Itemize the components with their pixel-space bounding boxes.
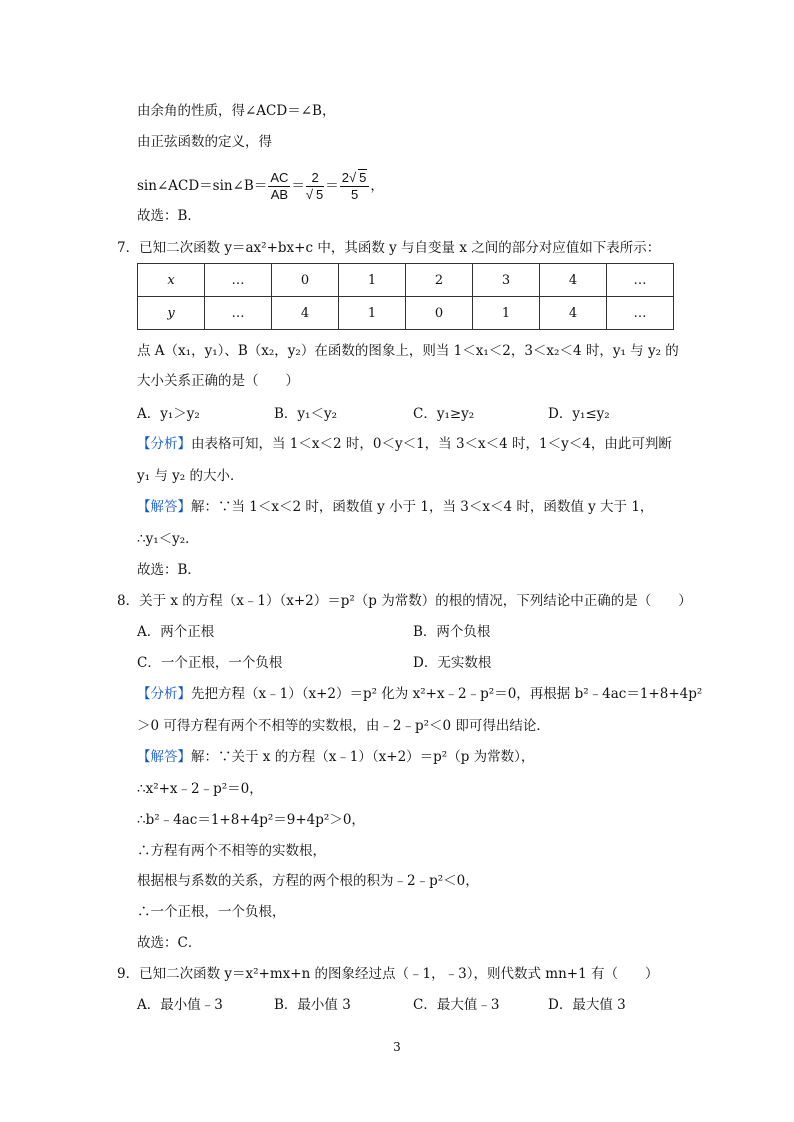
q7-option-c[interactable]: C．y₁≥y₂ (413, 406, 475, 422)
analysis-tag: 【分析】 (137, 686, 191, 702)
page-number: 3 (393, 1040, 401, 1054)
table-cell: x (138, 264, 205, 297)
q8-solution-3: ∴b²﹣4ac＝1+8+4p²＝9+4p²＞0， (137, 812, 365, 828)
q6-sine-lhs: sin∠ACD＝sin∠B＝ (137, 178, 268, 194)
q9-option-b[interactable]: B．最小值 3 (274, 997, 351, 1013)
table-cell: … (205, 297, 272, 330)
q9-stem: 9．已知二次函数 y＝x²+mx+n 的图象经过点（﹣1，﹣3），则代数式 mn+1 有（ ） (117, 966, 659, 982)
q9-option-c[interactable]: C．最大值﹣3 (413, 997, 500, 1013)
table-cell: 1 (473, 297, 540, 330)
q6-fraction-2-root5: $\frac{2}{√ 5}$ (305, 170, 324, 202)
q8-option-b[interactable]: B．两个负根 (413, 624, 491, 640)
solution-tag: 【解答】 (137, 749, 191, 765)
table-cell: 2 (406, 264, 473, 297)
analysis-tag: 【分析】 (137, 436, 191, 452)
q8-solution: 【解答】解：∵关于 x 的方程（x﹣1）（x+2）＝p²（p 为常数）， (137, 749, 535, 765)
q7-option-a[interactable]: A．y₁＞y₂ (137, 406, 200, 422)
q8-solution-4: ∴方程有两个不相等的实数根， (137, 843, 326, 859)
q8-analysis-2: ＞0 可得方程有两个不相等的实数根，由﹣2﹣p²＜0 即可得出结论． (137, 718, 550, 734)
table-cell: 0 (406, 297, 473, 330)
table-cell: 4 (540, 264, 607, 297)
q9-option-a[interactable]: A．最小值﹣3 (137, 997, 223, 1013)
q8-option-a[interactable]: A．两个正根 (137, 624, 215, 640)
q8-option-d[interactable]: D．无实数根 (413, 655, 492, 671)
table-cell: … (607, 264, 674, 297)
q9-option-d[interactable]: D．最大值 3 (548, 997, 626, 1013)
q6-line-2: 由正弦函数的定义，得 (137, 134, 272, 150)
table-cell: … (607, 297, 674, 330)
q7-stem-2: 点 A（x₁，y₁）、B（x₂，y₂）在函数的图象上，则当 1＜x₁＜2，3＜x₂＜4 时，y₁ 与 y₂ 的 (137, 343, 679, 359)
q8-analysis: 【分析】先把方程（x﹣1）（x+2）＝p² 化为 x²+x﹣2﹣p²＝0，再根据 b²﹣4ac＝1+8+4p² (137, 686, 703, 702)
table-cell: 4 (272, 297, 339, 330)
q6-fraction-2root5-5: $\frac{2√ 5}{5}$ (340, 170, 370, 203)
q7-analysis-2: y₁ 与 y₂ 的大小． (137, 468, 244, 484)
table-cell: 1 (339, 264, 406, 297)
q7-analysis: 【分析】由表格可知，当 1＜x＜2 时，0＜y＜1，当 3＜x＜4 时，1＜y＜4，由此可判断 (137, 436, 672, 452)
q6-sine-equation: sin∠ACD＝sin∠B＝ $\frac{AC}{AB}$ ＝ $\frac{2}{√ 5}$ ＝ $\frac{2√ 5}{5}$ ， (137, 170, 384, 202)
table-row (138, 297, 674, 330)
q8-solution-5: 根据根与系数的关系，方程的两个根的积为﹣2﹣p²＜0， (137, 873, 479, 889)
q6-line-1: 由余角的性质，得∠ACD＝∠B， (137, 103, 336, 119)
q8-solution-2: ∴x²+x﹣2﹣p²＝0， (137, 781, 263, 797)
q7-answer: 故选：B． (137, 562, 201, 578)
table-row (138, 264, 674, 297)
solution-tag: 【解答】 (137, 499, 191, 515)
q7-option-d[interactable]: D．y₁≤y₂ (548, 406, 610, 422)
q6-answer: 故选：B． (137, 208, 201, 224)
q8-solution-6: ∴一个正根，一个负根， (137, 904, 286, 920)
table-cell: 1 (339, 297, 406, 330)
table-cell: 0 (272, 264, 339, 297)
table-cell: y (138, 297, 205, 330)
q7-solution: 【解答】解：∵当 1＜x＜2 时，函数值 y 小于 1，当 3＜x＜4 时，函数值 y 大于 1， (137, 499, 654, 515)
q8-option-c[interactable]: C．一个正根，一个负根 (137, 655, 283, 671)
q8-answer: 故选：C． (137, 935, 202, 951)
q7-value-table (137, 263, 674, 330)
table-cell: 4 (540, 297, 607, 330)
q7-stem-3: 大小关系正确的是（ ） (137, 373, 299, 389)
table-cell: … (205, 264, 272, 297)
q7-stem: 7．已知二次函数 y＝ax²+bx+c 中，其函数 y 与自变量 x 之间的部分对应值如下表所示： (117, 240, 661, 256)
q7-solution-2: ∴y₁＜y₂． (137, 531, 199, 547)
q7-option-b[interactable]: B．y₁＜y₂ (274, 406, 337, 422)
table-cell: 3 (473, 264, 540, 297)
q6-fraction-ac-ab: $\frac{AC}{AB}$ (270, 170, 289, 202)
q8-stem: 8．关于 x 的方程（x﹣1）（x+2）＝p²（p 为常数）的根的情况，下列结论中正确的是（ ） (117, 593, 692, 609)
